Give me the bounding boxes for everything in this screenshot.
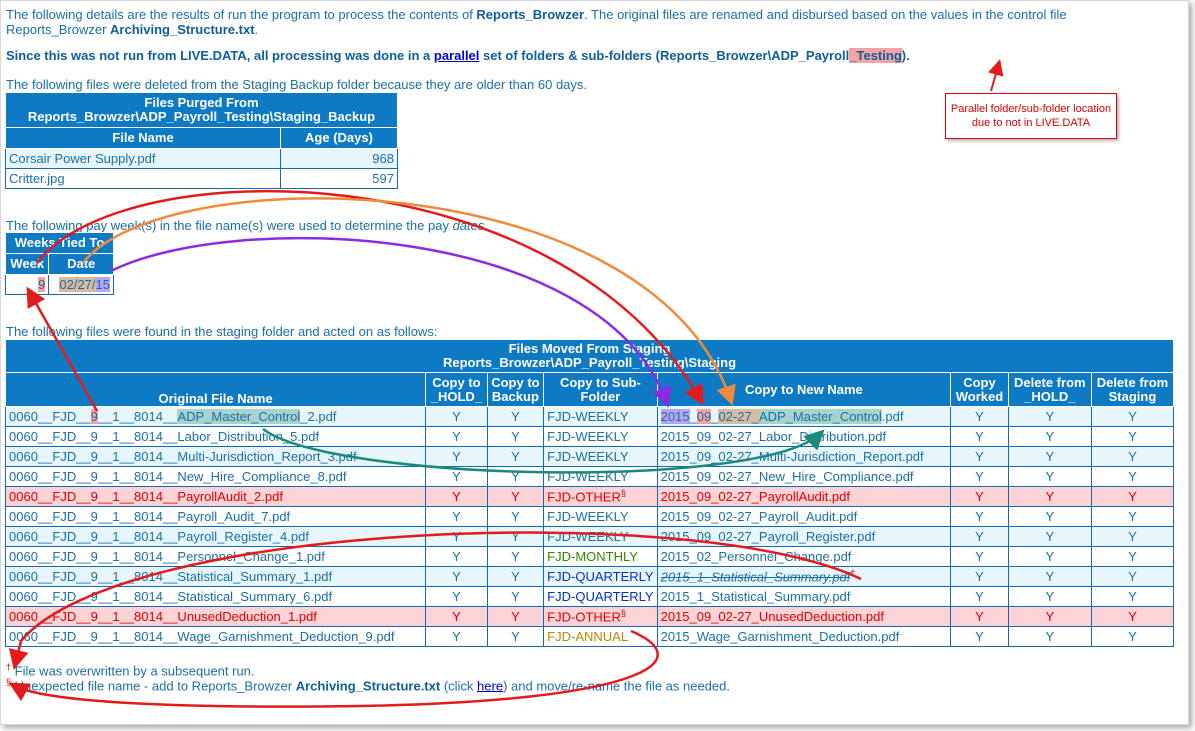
- table-row: [6, 427, 1174, 447]
- delete-staging-value: Y: [1091, 427, 1173, 447]
- intro-folder-name: Reports_Browzer: [476, 7, 585, 22]
- delete-staging-value: Y: [1091, 547, 1173, 567]
- delete-hold-value: Y: [1008, 427, 1091, 447]
- orig-name-highlight: ADP_Master_Control: [177, 409, 301, 424]
- intro-text: The following details are the results of run the program to process the contents of: [6, 7, 477, 22]
- copy-hold-value: Y: [426, 507, 487, 527]
- orig-prefix: 0060__FJD__: [9, 409, 91, 424]
- subfolder-text: FJD-WEEKLY: [547, 529, 629, 544]
- purged-file-name: Corsair Power Supply.pdf: [6, 149, 281, 169]
- new-file-name: [657, 547, 951, 567]
- copy-worked-value: Y: [951, 447, 1008, 467]
- weeks-caption: [6, 218, 488, 233]
- delete-hold-value: Y: [1008, 507, 1091, 527]
- original-file-name: 0060__FJD__9__1__8014__PayrollAudit_2.pdf: [6, 487, 426, 507]
- table-row: [6, 627, 1174, 647]
- copy-worked-value: Y: [951, 587, 1008, 607]
- copy-backup-value: Y: [487, 407, 544, 427]
- original-file-name: 0060__FJD__9__1__8014__Payroll_Register_4.pdf: [6, 527, 426, 547]
- new-file-name: [657, 587, 951, 607]
- intro-text: . The original files are renamed and disbursed based on the values in the control file: [584, 7, 1067, 22]
- purged-caption: The following files were deleted from the Staging Backup folder because they are older than 60 days.: [6, 77, 588, 92]
- table-row: [6, 607, 1174, 627]
- testing-suffix-highlight: _Testing: [849, 48, 902, 63]
- copy-worked-value: Y: [951, 507, 1008, 527]
- control-file-name: Archiving_Structure.txt: [295, 678, 441, 694]
- copy-backup-value: Y: [487, 467, 544, 487]
- subfolder-text: FJD-MONTHLY: [547, 549, 638, 564]
- subfolder-text: FJD-WEEKLY: [547, 429, 629, 444]
- original-file-name: [6, 407, 426, 427]
- delete-staging-value: Y: [1091, 407, 1173, 427]
- table-row: [6, 149, 398, 169]
- new-file-name-text: 2015_09_02-27_Payroll_Register.pdf: [660, 529, 876, 544]
- subfolder-text: FJD-OTHER: [547, 609, 621, 625]
- subfolder-text: FJD-WEEKLY: [547, 469, 629, 484]
- copy-backup-value: Y: [487, 587, 544, 607]
- copy-worked-value: Y: [951, 567, 1008, 587]
- new-file-name: [657, 407, 951, 427]
- new-file-name: [657, 427, 951, 447]
- purged-table-title: [6, 93, 398, 128]
- new-ext: .pdf: [881, 409, 904, 424]
- new-file-name: [657, 467, 951, 487]
- copy-worked-value: Y: [951, 467, 1008, 487]
- orig-mid: __1__8014__: [97, 409, 178, 424]
- copy-backup-value: Y: [487, 487, 544, 507]
- week-value: 9: [38, 277, 46, 292]
- table-row: [6, 275, 114, 295]
- delete-staging-value: Y: [1091, 607, 1173, 627]
- copy-backup-value: Y: [487, 547, 544, 567]
- col-copy-hold: Copy to _HOLD_: [426, 373, 487, 407]
- intro-line-2: [6, 22, 258, 37]
- original-file-name: 0060__FJD__9__1__8014__Statistical_Summary_6.pdf: [6, 587, 426, 607]
- notice-text: set of folders & sub-folders (Reports_Browzer\ADP_Payroll: [479, 48, 850, 63]
- new-file-name: [657, 487, 951, 507]
- copy-backup-value: Y: [487, 627, 544, 647]
- subfolder-value: [544, 427, 657, 447]
- orig-suffix: _2.pdf: [300, 409, 337, 424]
- copy-hold-value: Y: [426, 527, 487, 547]
- notice-text: ).: [901, 48, 910, 63]
- original-file-name: 0060__FJD__9__1__8014__Payroll_Audit_7.pdf: [6, 507, 426, 527]
- control-file-name: Archiving_Structure.txt: [110, 22, 255, 37]
- subfolder-value: [544, 507, 657, 527]
- copy-worked-value: Y: [951, 407, 1008, 427]
- col-copy-subfolder: Copy to Sub-Folder: [544, 373, 657, 407]
- table-row: [6, 587, 1174, 607]
- copy-hold-value: Y: [426, 567, 487, 587]
- copy-hold-value: Y: [426, 407, 487, 427]
- copy-hold-value: Y: [426, 447, 487, 467]
- purged-title-line: Files Purged From: [144, 95, 259, 110]
- new-file-name: [657, 607, 951, 627]
- delete-hold-value: Y: [1008, 547, 1091, 567]
- subfolder-value: [544, 627, 657, 647]
- here-link[interactable]: here: [477, 678, 504, 694]
- col-copy-worked: Copy Worked: [951, 373, 1008, 407]
- new-file-name-text: 2015_09_02-27_Payroll_Audit.pdf: [660, 509, 858, 524]
- parallel-link[interactable]: parallel: [433, 48, 480, 63]
- footnote-text: ) and move/re-name the file as needed.: [503, 678, 730, 694]
- original-file-name: 0060__FJD__9__1__8014__UnusedDeduction_1.pdf: [6, 607, 426, 627]
- new-date-highlight: 02-27_: [718, 409, 759, 424]
- delete-hold-value: Y: [1008, 607, 1091, 627]
- copy-backup-value: Y: [487, 507, 544, 527]
- new-file-name-text: 2015_Wage_Garnishment_Deduction.pdf: [660, 629, 900, 644]
- subfolder-value: [544, 607, 657, 627]
- table-row: [6, 567, 1174, 587]
- footnote-text: Unexpected file name - add to Reports_Browzer: [11, 678, 296, 694]
- date-year: 15: [95, 277, 110, 292]
- section-mark: §: [6, 677, 12, 687]
- col-delete-hold: Delete from _HOLD_: [1008, 373, 1091, 407]
- subfolder-value: [544, 447, 657, 467]
- copy-hold-value: Y: [426, 427, 487, 447]
- new-file-name: [657, 447, 951, 467]
- purged-age: 597: [281, 169, 398, 189]
- section-mark: §: [620, 608, 626, 619]
- delete-hold-value: Y: [1008, 487, 1091, 507]
- new-sep: _: [711, 409, 719, 424]
- original-file-name: 0060__FJD__9__1__8014__Wage_Garnishment_Deduction_9.pdf: [6, 627, 426, 647]
- intro-text: .: [254, 22, 259, 37]
- delete-hold-value: Y: [1008, 527, 1091, 547]
- footnote-section: [6, 675, 730, 693]
- original-file-name: 0060__FJD__9__1__8014__Labor_Distribution_5.pdf: [6, 427, 426, 447]
- delete-hold-value: Y: [1008, 627, 1091, 647]
- notice-text: Since this was not run from LIVE.DATA, all processing was done in a: [6, 48, 434, 63]
- weeks-caption-em: dates: [452, 218, 485, 233]
- delete-hold-value: Y: [1008, 467, 1091, 487]
- copy-worked-value: Y: [951, 547, 1008, 567]
- new-file-name-text: 2015_09_02-27_Labor_Distribution.pdf: [660, 429, 887, 444]
- table-row: [6, 467, 1174, 487]
- subfolder-value: [544, 467, 657, 487]
- new-week-highlight: 09: [696, 409, 712, 424]
- annotation-callout: [945, 93, 1117, 139]
- delete-staging-value: Y: [1091, 587, 1173, 607]
- copy-backup-value: Y: [487, 567, 544, 587]
- table-row: [6, 169, 398, 189]
- new-year-highlight: 2015: [660, 409, 690, 424]
- copy-hold-value: Y: [426, 467, 487, 487]
- new-file-name-text: 2015_1_Statistical_Summary.pdf: [660, 569, 851, 585]
- dagger-mark: †: [850, 568, 856, 579]
- copy-worked-value: Y: [951, 487, 1008, 507]
- col-delete-staging: Delete from Staging: [1091, 373, 1173, 407]
- intro-line-1: [6, 7, 1067, 22]
- orig-week-highlight: 9: [90, 409, 98, 424]
- subfolder-value: [544, 547, 657, 567]
- col-copy-backup: Copy to Backup: [487, 373, 544, 407]
- delete-hold-value: Y: [1008, 587, 1091, 607]
- purged-age: 968: [281, 149, 398, 169]
- original-file-name: 0060__FJD__9__1__8014__Personnel_Change_1.pdf: [6, 547, 426, 567]
- copy-backup-value: Y: [487, 527, 544, 547]
- table-row: [6, 507, 1174, 527]
- copy-worked-value: Y: [951, 607, 1008, 627]
- delete-hold-value: Y: [1008, 567, 1091, 587]
- new-file-name: [657, 567, 951, 587]
- delete-staging-value: Y: [1091, 447, 1173, 467]
- table-row: [6, 487, 1174, 507]
- new-sep: _: [689, 409, 697, 424]
- subfolder-value: [544, 567, 657, 587]
- moved-caption: The following files were found in the staging folder and acted on as follows:: [6, 324, 438, 339]
- col-date: Date: [49, 254, 114, 275]
- subfolder-text: FJD-QUARTERLY: [547, 569, 654, 584]
- copy-backup-value: Y: [487, 427, 544, 447]
- delete-staging-value: Y: [1091, 567, 1173, 587]
- section-mark: §: [620, 488, 626, 499]
- copy-backup-value: Y: [487, 607, 544, 627]
- new-file-name-text: 2015_1_Statistical_Summary.pdf: [660, 589, 851, 604]
- moved-title-path: Reports_Browzer\ADP_Payroll_Testing\Staging: [442, 355, 737, 370]
- parallel-notice: [6, 48, 910, 63]
- moved-table-title: [6, 340, 1174, 373]
- weeks-table: [5, 232, 114, 295]
- copy-hold-value: Y: [426, 547, 487, 567]
- copy-backup-value: Y: [487, 447, 544, 467]
- original-file-name: 0060__FJD__9__1__8014__Multi-Jurisdiction_Report_3.pdf: [6, 447, 426, 467]
- col-week: Week: [6, 254, 49, 275]
- intro-text: Reports_Browzer: [6, 22, 111, 37]
- purged-file-name: Critter.jpg: [6, 169, 281, 189]
- copy-hold-value: Y: [426, 487, 487, 507]
- copy-worked-value: Y: [951, 427, 1008, 447]
- date-month-day: 02/27/: [59, 277, 96, 292]
- copy-worked-value: Y: [951, 527, 1008, 547]
- table-row: [6, 527, 1174, 547]
- weeks-caption-text: The following pay week(s) in the file name(s) were used to determine the pay: [6, 218, 453, 233]
- delete-hold-value: Y: [1008, 447, 1091, 467]
- new-file-name: [657, 507, 951, 527]
- copy-hold-value: Y: [426, 627, 487, 647]
- new-file-name-text: 2015_09_02-27_Multi-Jurisdiction_Report.pdf: [660, 449, 924, 464]
- weeks-table-title: Weeks Tied To: [6, 233, 114, 254]
- subfolder-text: FJD-WEEKLY: [547, 449, 629, 464]
- subfolder-text: FJD-WEEKLY: [547, 509, 629, 524]
- col-file-name: File Name: [6, 128, 281, 149]
- weeks-caption-text: .: [484, 218, 488, 233]
- subfolder-text: FJD-QUARTERLY: [547, 589, 654, 604]
- new-file-name-text: 2015_09_02-27_PayrollAudit.pdf: [660, 489, 850, 504]
- new-file-name-text: 2015_09_02-27_UnusedDeduction.pdf: [660, 609, 884, 624]
- subfolder-value: [544, 527, 657, 547]
- new-file-name-text: 2015_02_Personnel_Change.pdf: [660, 549, 852, 564]
- col-age: Age (Days): [281, 128, 398, 149]
- col-copy-new-name: Copy to New Name: [657, 373, 951, 407]
- moved-title-line: Files Moved From Staging: [508, 341, 671, 356]
- table-row: [6, 407, 1174, 427]
- copy-hold-value: Y: [426, 607, 487, 627]
- new-name-highlight: ADP_Master_Control: [758, 409, 882, 424]
- delete-hold-value: Y: [1008, 407, 1091, 427]
- table-row: [6, 447, 1174, 467]
- delete-staging-value: Y: [1091, 487, 1173, 507]
- date-cell: [49, 275, 114, 295]
- purged-table: [5, 92, 398, 189]
- week-cell: [6, 275, 49, 295]
- moved-table: [5, 339, 1174, 647]
- new-file-name: [657, 527, 951, 547]
- subfolder-text: FJD-ANNUAL: [547, 629, 629, 644]
- delete-staging-value: Y: [1091, 527, 1173, 547]
- footnote-text: File was overwritten by a subsequent run.: [11, 663, 255, 679]
- original-file-name: 0060__FJD__9__1__8014__Statistical_Summary_1.pdf: [6, 567, 426, 587]
- callout-text: Parallel folder/sub-folder location due to not in LIVE.DATA: [950, 103, 1112, 129]
- table-row: [6, 547, 1174, 567]
- purged-title-path: Reports_Browzer\ADP_Payroll_Testing\Staging_Backup: [27, 109, 376, 124]
- footnote-text: (click: [440, 678, 478, 694]
- copy-worked-value: Y: [951, 627, 1008, 647]
- new-file-name-text: 2015_09_02-27_New_Hire_Compliance.pdf: [660, 469, 914, 484]
- subfolder-value: [544, 587, 657, 607]
- original-file-name: 0060__FJD__9__1__8014__New_Hire_Compliance_8.pdf: [6, 467, 426, 487]
- copy-hold-value: Y: [426, 587, 487, 607]
- delete-staging-value: Y: [1091, 467, 1173, 487]
- delete-staging-value: Y: [1091, 507, 1173, 527]
- subfolder-text: FJD-OTHER: [547, 489, 621, 505]
- dagger-mark: †: [6, 662, 12, 672]
- col-original-file-name: Original File Name: [6, 373, 426, 407]
- delete-staging-value: Y: [1091, 627, 1173, 647]
- new-file-name: [657, 627, 951, 647]
- callout-arrow: [991, 63, 999, 91]
- subfolder-value: FJD-WEEKLY: [544, 407, 657, 427]
- subfolder-value: [544, 487, 657, 507]
